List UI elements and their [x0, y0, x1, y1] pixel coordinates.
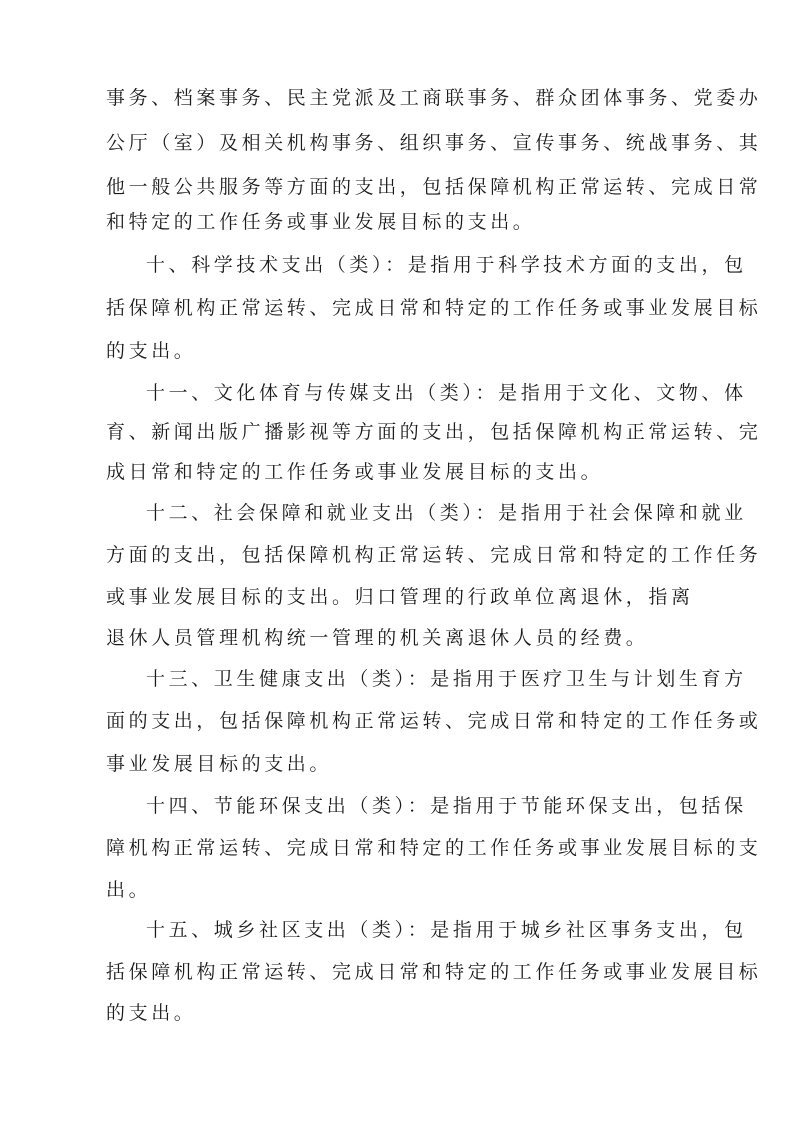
text-line: 的支出。 — [106, 340, 197, 362]
text-line: 事务、档案事务、民主党派及工商联事务、群众团体事务、党委办 — [106, 87, 762, 109]
section-heading-line: 十三、卫生健康支出（类）：是指用于医疗卫生与计划生育方 — [146, 668, 747, 690]
text-line: 面的支出，包括保障机构正常运转、完成日常和特定的工作任务或 — [106, 710, 762, 732]
section-heading-line: 十五、城乡社区支出（类）：是指用于城乡社区事务支出，包 — [146, 919, 747, 941]
text-line: 育、新闻出版广播影视等方面的支出，包括保障机构正常运转、完 — [106, 421, 762, 443]
text-line: 括保障机构正常运转、完成日常和特定的工作任务或事业发展目标 — [106, 297, 762, 319]
section-heading-line: 十二、社会保障和就业支出（类）：是指用于社会保障和就业 — [146, 502, 747, 524]
section-heading-line: 十四、节能环保支出（类）：是指用于节能环保支出，包括保 — [146, 795, 747, 817]
text-line: 他一般公共服务等方面的支出，包括保障机构正常运转、完成日常 — [106, 176, 762, 198]
text-line: 事业发展目标的支出。 — [106, 753, 333, 775]
text-line: 障机构正常运转、完成日常和特定的工作任务或事业发展目标的支 — [106, 837, 762, 859]
section-heading-line: 十、科学技术支出（类）：是指用于科学技术方面的支出，包 — [146, 254, 747, 276]
text-line: 的支出。 — [106, 1002, 197, 1024]
text-line: 成日常和特定的工作任务或事业发展目标的支出。 — [106, 461, 604, 483]
section-heading-line: 十一、文化体育与传媒支出（类）：是指用于文化、文物、体 — [146, 382, 747, 404]
text-line: 或事业发展目标的支出。归口管理的行政单位离退休，指离 — [106, 586, 694, 608]
text-line: 方面的支出，包括保障机构正常运转、完成日常和特定的工作任务 — [106, 544, 762, 566]
text-line: 括保障机构正常运转、完成日常和特定的工作任务或事业发展目标 — [106, 961, 762, 983]
text-line: 退休人员管理机构统一管理的机关离退休人员的经费。 — [106, 627, 649, 649]
text-line: 和特定的工作任务或事业发展目标的支出。 — [106, 211, 536, 233]
text-line: 公厅（室）及相关机构事务、组织事务、宣传事务、统战事务、其 — [106, 132, 762, 154]
text-line: 出。 — [106, 879, 152, 901]
